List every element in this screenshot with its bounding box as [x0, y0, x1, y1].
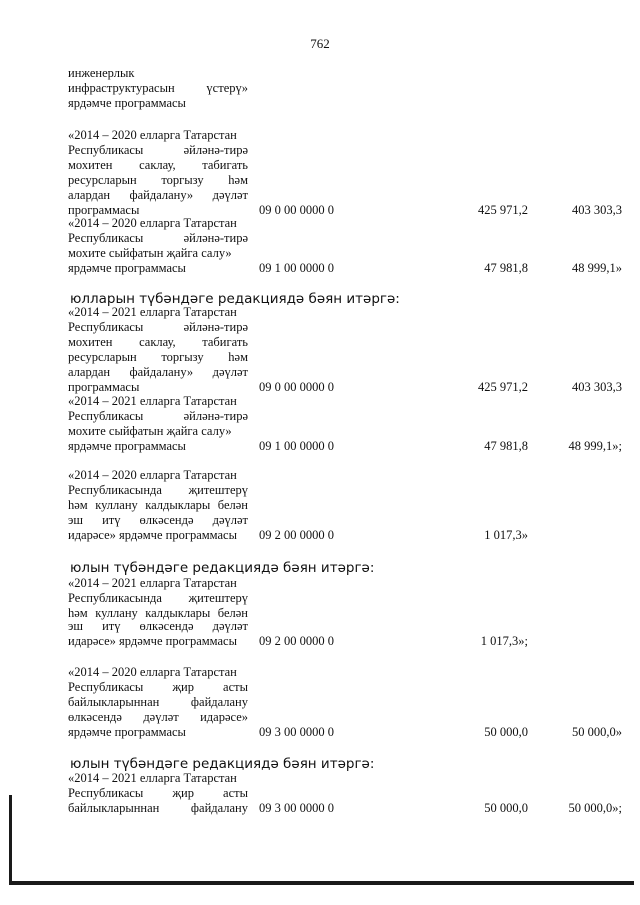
budget-code: 09 1 00 0000 0 — [259, 261, 334, 275]
budget-code: 09 2 00 0000 0 — [259, 634, 334, 648]
block-a-line: инженерлык — [68, 66, 135, 80]
budget-code: 09 1 00 0000 0 — [259, 439, 334, 453]
amount-first: 47 981,8 — [484, 261, 528, 275]
amount-second: 48 999,1»; — [568, 439, 622, 453]
block-b-line: ярдәмче программасы — [68, 261, 186, 275]
amount-first: 50 000,0 — [484, 801, 528, 815]
page-number: 762 — [310, 36, 330, 51]
block-d-line: идарәсе» ярдәмче программасы — [68, 528, 237, 542]
block-e-line: «2014 – 2021 елларга Татарстан — [68, 576, 237, 590]
block-g-line: Республикасы җир асты — [68, 786, 248, 800]
budget-code: 09 2 00 0000 0 — [259, 528, 334, 542]
block-c-line: «2014 – 2021 елларга Татарстан — [68, 394, 237, 408]
directive-text: юлын түбәндәге редакциядә бәян итәргә: — [70, 756, 375, 772]
block-e-line: идарәсе» ярдәмче программасы — [68, 634, 237, 648]
block-b-line: ресурсларын торгызу һәм — [68, 173, 248, 187]
amount-first: 1 017,3» — [484, 528, 528, 542]
amount-second: 403 303,3 — [572, 380, 622, 394]
budget-code: 09 3 00 0000 0 — [259, 801, 334, 815]
block-c-line: ресурсларын торгызу һәм — [68, 350, 248, 364]
block-f-line: ярдәмче программасы — [68, 725, 186, 739]
amount-second: 50 000,0»; — [568, 801, 622, 815]
block-d-line: һәм куллану калдыклары белән — [68, 498, 248, 512]
scan-border-left — [9, 795, 12, 885]
amount-first: 50 000,0 — [484, 725, 528, 739]
block-c-line: мохите сыйфатын җайга салу» — [68, 424, 232, 438]
block-g-line: «2014 – 2021 елларга Татарстан — [68, 771, 237, 785]
directive-text: юлын түбәндәге редакциядә бәян итәргә: — [70, 560, 375, 576]
block-e-line: Республикасында җитештерү — [68, 591, 248, 605]
block-b-line: «2014 – 2020 елларга Татарстан — [68, 216, 237, 230]
block-b-line: алардан файдалану» дәүләт — [68, 188, 248, 202]
block-e-line: һәм куллану калдыклары белән — [68, 606, 248, 620]
amount-second: 48 999,1» — [572, 261, 622, 275]
amount-first: 1 017,3»; — [480, 634, 528, 648]
block-c-line: «2014 – 2021 елларга Татарстан — [68, 305, 237, 319]
amount-second: 50 000,0» — [572, 725, 622, 739]
directive-text: юлларын түбәндәге редакциядә бәян итәргә: — [70, 291, 400, 307]
amount-first: 47 981,8 — [484, 439, 528, 453]
block-a-line: инфраструктурасын үстерү» — [68, 81, 248, 95]
block-b-line: мохитен саклау, табигать — [68, 158, 248, 172]
block-b-line: Республикасы әйләнә-тирә — [68, 143, 248, 157]
budget-code: 09 3 00 0000 0 — [259, 725, 334, 739]
block-g-line: байлыкларыннан файдалану — [68, 801, 248, 815]
block-f-line: Республикасы җир асты — [68, 680, 248, 694]
block-f-line: байлыкларыннан файдалану — [68, 695, 248, 709]
scan-border-bottom — [10, 881, 634, 885]
block-b-line: мохите сыйфатын җайга салу» — [68, 246, 232, 260]
block-f-line: «2014 – 2020 елларга Татарстан — [68, 665, 237, 679]
budget-code: 09 0 00 0000 0 — [259, 203, 334, 217]
block-b-line: «2014 – 2020 елларга Татарстан — [68, 128, 237, 142]
block-e-line: эш итү өлкәсендә дәүләт — [68, 619, 248, 633]
block-c-line: мохитен саклау, табигать — [68, 335, 248, 349]
amount-first: 425 971,2 — [478, 380, 528, 394]
block-c-line: Республикасы әйләнә-тирә — [68, 320, 248, 334]
block-b-line: Республикасы әйләнә-тирә — [68, 231, 248, 245]
budget-code: 09 0 00 0000 0 — [259, 380, 334, 394]
block-b-line: программасы — [68, 203, 140, 217]
block-f-line: өлкәсендә дәүләт идарәсе» — [68, 710, 248, 724]
block-c-line: ярдәмче программасы — [68, 439, 186, 453]
block-d-line: эш итү өлкәсендә дәүләт — [68, 513, 248, 527]
block-c-line: программасы — [68, 380, 140, 394]
block-c-line: Республикасы әйләнә-тирә — [68, 409, 248, 423]
block-c-line: алардан файдалану» дәүләт — [68, 365, 248, 379]
amount-first: 425 971,2 — [478, 203, 528, 217]
block-d-line: «2014 – 2020 елларга Татарстан — [68, 468, 237, 482]
amount-second: 403 303,3 — [572, 203, 622, 217]
block-d-line: Республикасында җитештерү — [68, 483, 248, 497]
block-a-line: ярдәмче программасы — [68, 96, 186, 110]
